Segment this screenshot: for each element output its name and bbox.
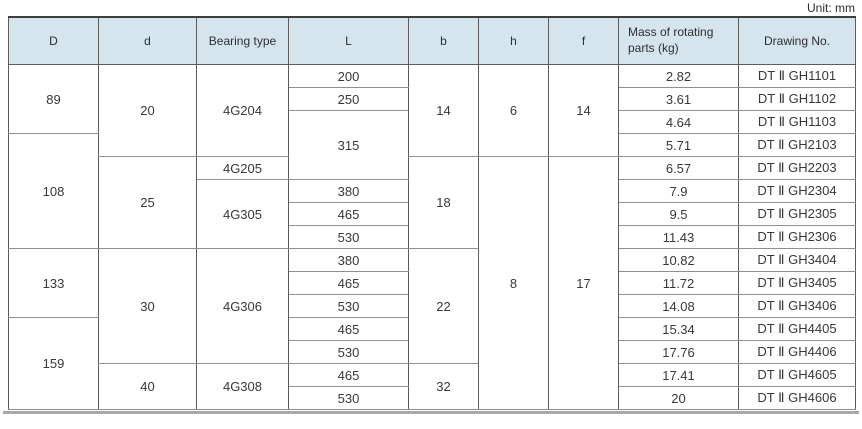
table-cell: 4G205 bbox=[197, 157, 289, 180]
column-header-f: f bbox=[549, 17, 619, 65]
table-cell: DT Ⅱ GH1101 bbox=[739, 65, 856, 88]
table-cell: 25 bbox=[99, 157, 197, 249]
table-cell: 22 bbox=[409, 249, 479, 364]
table-cell: 7.9 bbox=[619, 180, 739, 203]
table-cell: 4.64 bbox=[619, 111, 739, 134]
table-cell: 6.57 bbox=[619, 157, 739, 180]
table-cell: 30 bbox=[99, 249, 197, 364]
table-cell: 530 bbox=[289, 295, 409, 318]
column-header-d: d bbox=[99, 17, 197, 65]
table-row bbox=[9, 249, 856, 272]
table-cell: 14 bbox=[409, 65, 479, 157]
column-header-h: h bbox=[479, 17, 549, 65]
table-cell: DT Ⅱ GH2203 bbox=[739, 157, 856, 180]
table-cell: DT Ⅱ GH3405 bbox=[739, 272, 856, 295]
table-cell: DT Ⅱ GH4405 bbox=[739, 318, 856, 341]
table-cell: DT Ⅱ GH2304 bbox=[739, 180, 856, 203]
table-cell: 14 bbox=[549, 65, 619, 157]
table-cell: 465 bbox=[289, 203, 409, 226]
table-cell: 8 bbox=[479, 157, 549, 410]
table-cell: 380 bbox=[289, 249, 409, 272]
table-cell: 11.72 bbox=[619, 272, 739, 295]
table-cell: 108 bbox=[9, 134, 99, 249]
column-header-drawing-no: Drawing No. bbox=[739, 17, 856, 65]
table-cell: 17.76 bbox=[619, 341, 739, 364]
table-cell: DT Ⅱ GH1103 bbox=[739, 111, 856, 134]
table-cell: DT Ⅱ GH2305 bbox=[739, 203, 856, 226]
bearing-spec-table bbox=[8, 16, 856, 410]
table-cell: 200 bbox=[289, 65, 409, 88]
table-cell: 17.41 bbox=[619, 364, 739, 387]
table-cell: 159 bbox=[9, 318, 99, 410]
column-header-bearing-type: Bearing type bbox=[197, 17, 289, 65]
table-cell: 32 bbox=[409, 364, 479, 410]
column-header-L: L bbox=[289, 17, 409, 65]
table-cell: 4G306 bbox=[197, 249, 289, 364]
table-cell: 5.71 bbox=[619, 134, 739, 157]
table-cell: 250 bbox=[289, 88, 409, 111]
table-cell: 10.82 bbox=[619, 249, 739, 272]
table-cell: 465 bbox=[289, 318, 409, 341]
table-row bbox=[9, 364, 856, 387]
table-cell: 14.08 bbox=[619, 295, 739, 318]
table-cell: 133 bbox=[9, 249, 99, 318]
table-cell: 4G305 bbox=[197, 180, 289, 249]
column-header-mass: Mass of rotating parts (kg) bbox=[619, 17, 739, 65]
table-cell: 465 bbox=[289, 272, 409, 295]
table-cell: 15.34 bbox=[619, 318, 739, 341]
header-row bbox=[9, 17, 856, 65]
table-cell: 380 bbox=[289, 180, 409, 203]
column-header-D: D bbox=[9, 17, 99, 65]
table-cell: 6 bbox=[479, 65, 549, 157]
table-cell: DT Ⅱ GH3404 bbox=[739, 249, 856, 272]
table-cell: 3.61 bbox=[619, 88, 739, 111]
table-row bbox=[9, 157, 856, 180]
table-cell: 4G308 bbox=[197, 364, 289, 410]
table-cell: DT Ⅱ GH1102 bbox=[739, 88, 856, 111]
table-cell: 4G204 bbox=[197, 65, 289, 157]
table-cell: 2.82 bbox=[619, 65, 739, 88]
table-cell: 9.5 bbox=[619, 203, 739, 226]
table-cell: 20 bbox=[619, 387, 739, 410]
table-cell: 89 bbox=[9, 65, 99, 134]
table-cell: 40 bbox=[99, 364, 197, 410]
table-cell: 18 bbox=[409, 157, 479, 249]
table-cell: 465 bbox=[289, 364, 409, 387]
table-cell: DT Ⅱ GH2306 bbox=[739, 226, 856, 249]
column-header-b: b bbox=[409, 17, 479, 65]
table-cell: 530 bbox=[289, 226, 409, 249]
table-cell: 530 bbox=[289, 387, 409, 410]
table-cell: DT Ⅱ GH4406 bbox=[739, 341, 856, 364]
table-cell: 315 bbox=[289, 111, 409, 180]
table-cell: 11.43 bbox=[619, 226, 739, 249]
table-cell: DT Ⅱ GH4605 bbox=[739, 364, 856, 387]
unit-label: Unit: mm bbox=[807, 1, 855, 15]
table-row bbox=[9, 65, 856, 88]
table-cell: 20 bbox=[99, 65, 197, 157]
table-cell: DT Ⅱ GH3406 bbox=[739, 295, 856, 318]
bottom-rule bbox=[3, 411, 859, 414]
table-cell: 17 bbox=[549, 157, 619, 410]
table-cell: DT Ⅱ GH2103 bbox=[739, 134, 856, 157]
table-cell: DT Ⅱ GH4606 bbox=[739, 387, 856, 410]
table-cell: 530 bbox=[289, 341, 409, 364]
